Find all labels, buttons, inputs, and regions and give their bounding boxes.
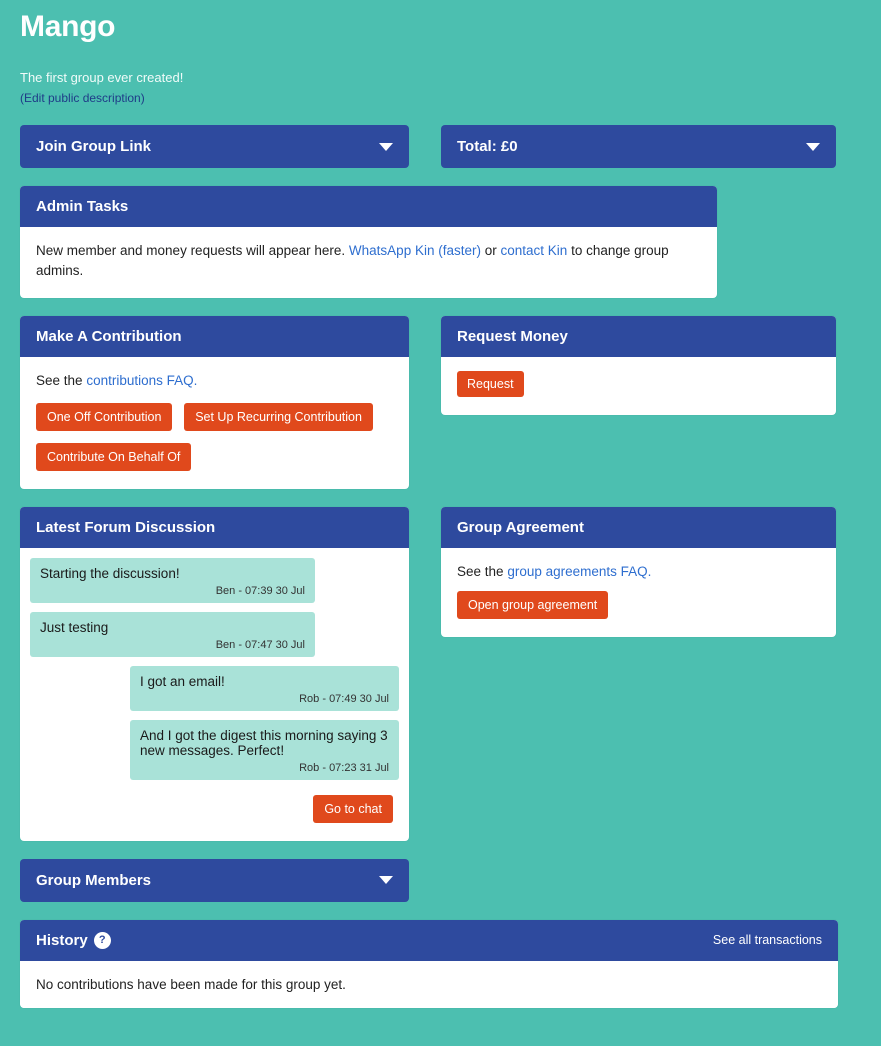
bottom-spacer bbox=[20, 1008, 861, 1032]
make-a-contribution-body bbox=[20, 357, 409, 489]
request-money-body bbox=[441, 357, 836, 415]
chat-message-meta: Rob - 07:23 31 Jul bbox=[299, 761, 389, 774]
latest-forum-discussion-title: Latest Forum Discussion bbox=[36, 518, 216, 536]
chat-message-meta: Rob - 07:49 30 Jul bbox=[299, 692, 389, 705]
chevron-down-icon bbox=[379, 876, 393, 884]
group-agreement-body bbox=[441, 548, 836, 638]
one-off-contribution-button[interactable]: One Off Contribution bbox=[36, 403, 172, 431]
contribute-on-behalf-of-button[interactable]: Contribute On Behalf Of bbox=[36, 443, 191, 471]
group-agreement-header bbox=[441, 507, 836, 548]
contributions-faq-link[interactable]: contributions FAQ. bbox=[86, 373, 198, 389]
chat-message bbox=[30, 612, 315, 657]
group-members-row bbox=[20, 859, 861, 902]
contribution-see-the-text: See the bbox=[36, 373, 83, 389]
open-group-agreement-button[interactable]: Open group agreement bbox=[457, 591, 608, 619]
chat-message-meta: Ben - 07:47 30 Jul bbox=[215, 638, 305, 651]
chat-message-text: Just testing bbox=[40, 619, 109, 635]
group-agreements-faq-link[interactable]: group agreements FAQ. bbox=[507, 563, 652, 579]
history-header bbox=[20, 920, 838, 961]
chat-message-text: Starting the discussion! bbox=[40, 565, 180, 581]
admin-tasks-title: Admin Tasks bbox=[36, 198, 129, 215]
chat-message bbox=[130, 720, 399, 780]
make-a-contribution-title: Make A Contribution bbox=[36, 328, 182, 346]
page-container bbox=[0, 10, 881, 1032]
admin-tasks-row bbox=[20, 186, 861, 298]
page-title: Mango bbox=[20, 10, 116, 43]
chat-message bbox=[30, 558, 315, 603]
join-group-link-toggle[interactable] bbox=[20, 125, 409, 168]
chat-message-text: And I got the digest this morning saying 3 new messages. Perfect! bbox=[140, 727, 388, 758]
history-row bbox=[20, 920, 861, 1008]
whatsapp-kin-link[interactable]: WhatsApp Kin (faster) bbox=[348, 243, 481, 258]
go-to-chat-button[interactable]: Go to chat bbox=[313, 795, 393, 823]
chat-message-meta: Ben - 07:39 30 Jul bbox=[215, 584, 305, 597]
chat-footer bbox=[30, 789, 399, 831]
make-a-contribution-header bbox=[20, 316, 409, 357]
chevron-down-icon bbox=[806, 143, 820, 151]
chat-message-text: I got an email! bbox=[140, 673, 225, 689]
history-card bbox=[20, 920, 838, 1008]
admin-tasks-text-before: New member and money requests will appear here. bbox=[36, 243, 346, 258]
group-members-label: Group Members bbox=[36, 871, 152, 889]
group-agreement-card bbox=[441, 507, 836, 638]
latest-forum-discussion-card bbox=[20, 507, 409, 841]
history-title: History bbox=[36, 931, 88, 949]
group-tagline: The first group ever created! bbox=[20, 70, 184, 85]
total-label: Total: £0 bbox=[457, 138, 518, 155]
see-all-transactions-link[interactable]: See all transactions bbox=[712, 933, 822, 948]
group-agreement-see-the-text: See the bbox=[457, 563, 504, 579]
admin-tasks-header bbox=[20, 186, 717, 227]
admin-tasks-card bbox=[20, 186, 717, 298]
contribution-buttons bbox=[36, 393, 393, 431]
help-icon[interactable]: ? bbox=[94, 932, 111, 949]
forum-row bbox=[20, 507, 861, 841]
group-agreement-title: Group Agreement bbox=[457, 518, 584, 536]
request-money-header bbox=[441, 316, 836, 357]
request-money-title: Request Money bbox=[457, 328, 568, 346]
request-button[interactable]: Request bbox=[457, 371, 524, 397]
group-members-toggle[interactable] bbox=[20, 859, 409, 902]
request-money-card bbox=[441, 316, 836, 415]
admin-tasks-text-middle: or bbox=[484, 243, 497, 258]
contribution-buttons-second bbox=[36, 433, 393, 471]
chat-message bbox=[130, 666, 399, 711]
chevron-down-icon bbox=[379, 143, 393, 151]
edit-public-description-link[interactable]: (Edit public description) bbox=[20, 91, 145, 105]
chat-message-list bbox=[20, 548, 409, 841]
history-title-group bbox=[36, 932, 111, 949]
admin-tasks-text-after: to change group admins. bbox=[36, 243, 669, 278]
set-up-recurring-contribution-button[interactable]: Set Up Recurring Contribution bbox=[184, 403, 373, 431]
contribution-row bbox=[20, 316, 861, 489]
history-body: No contributions have been made for this group yet. bbox=[20, 961, 838, 1008]
make-a-contribution-card bbox=[20, 316, 409, 489]
contact-kin-link[interactable]: contact Kin bbox=[500, 243, 568, 258]
top-collapsible-row bbox=[20, 125, 861, 168]
total-toggle[interactable] bbox=[441, 125, 836, 168]
join-group-link-label: Join Group Link bbox=[36, 138, 151, 155]
admin-tasks-body bbox=[20, 227, 717, 298]
latest-forum-discussion-header bbox=[20, 507, 409, 548]
